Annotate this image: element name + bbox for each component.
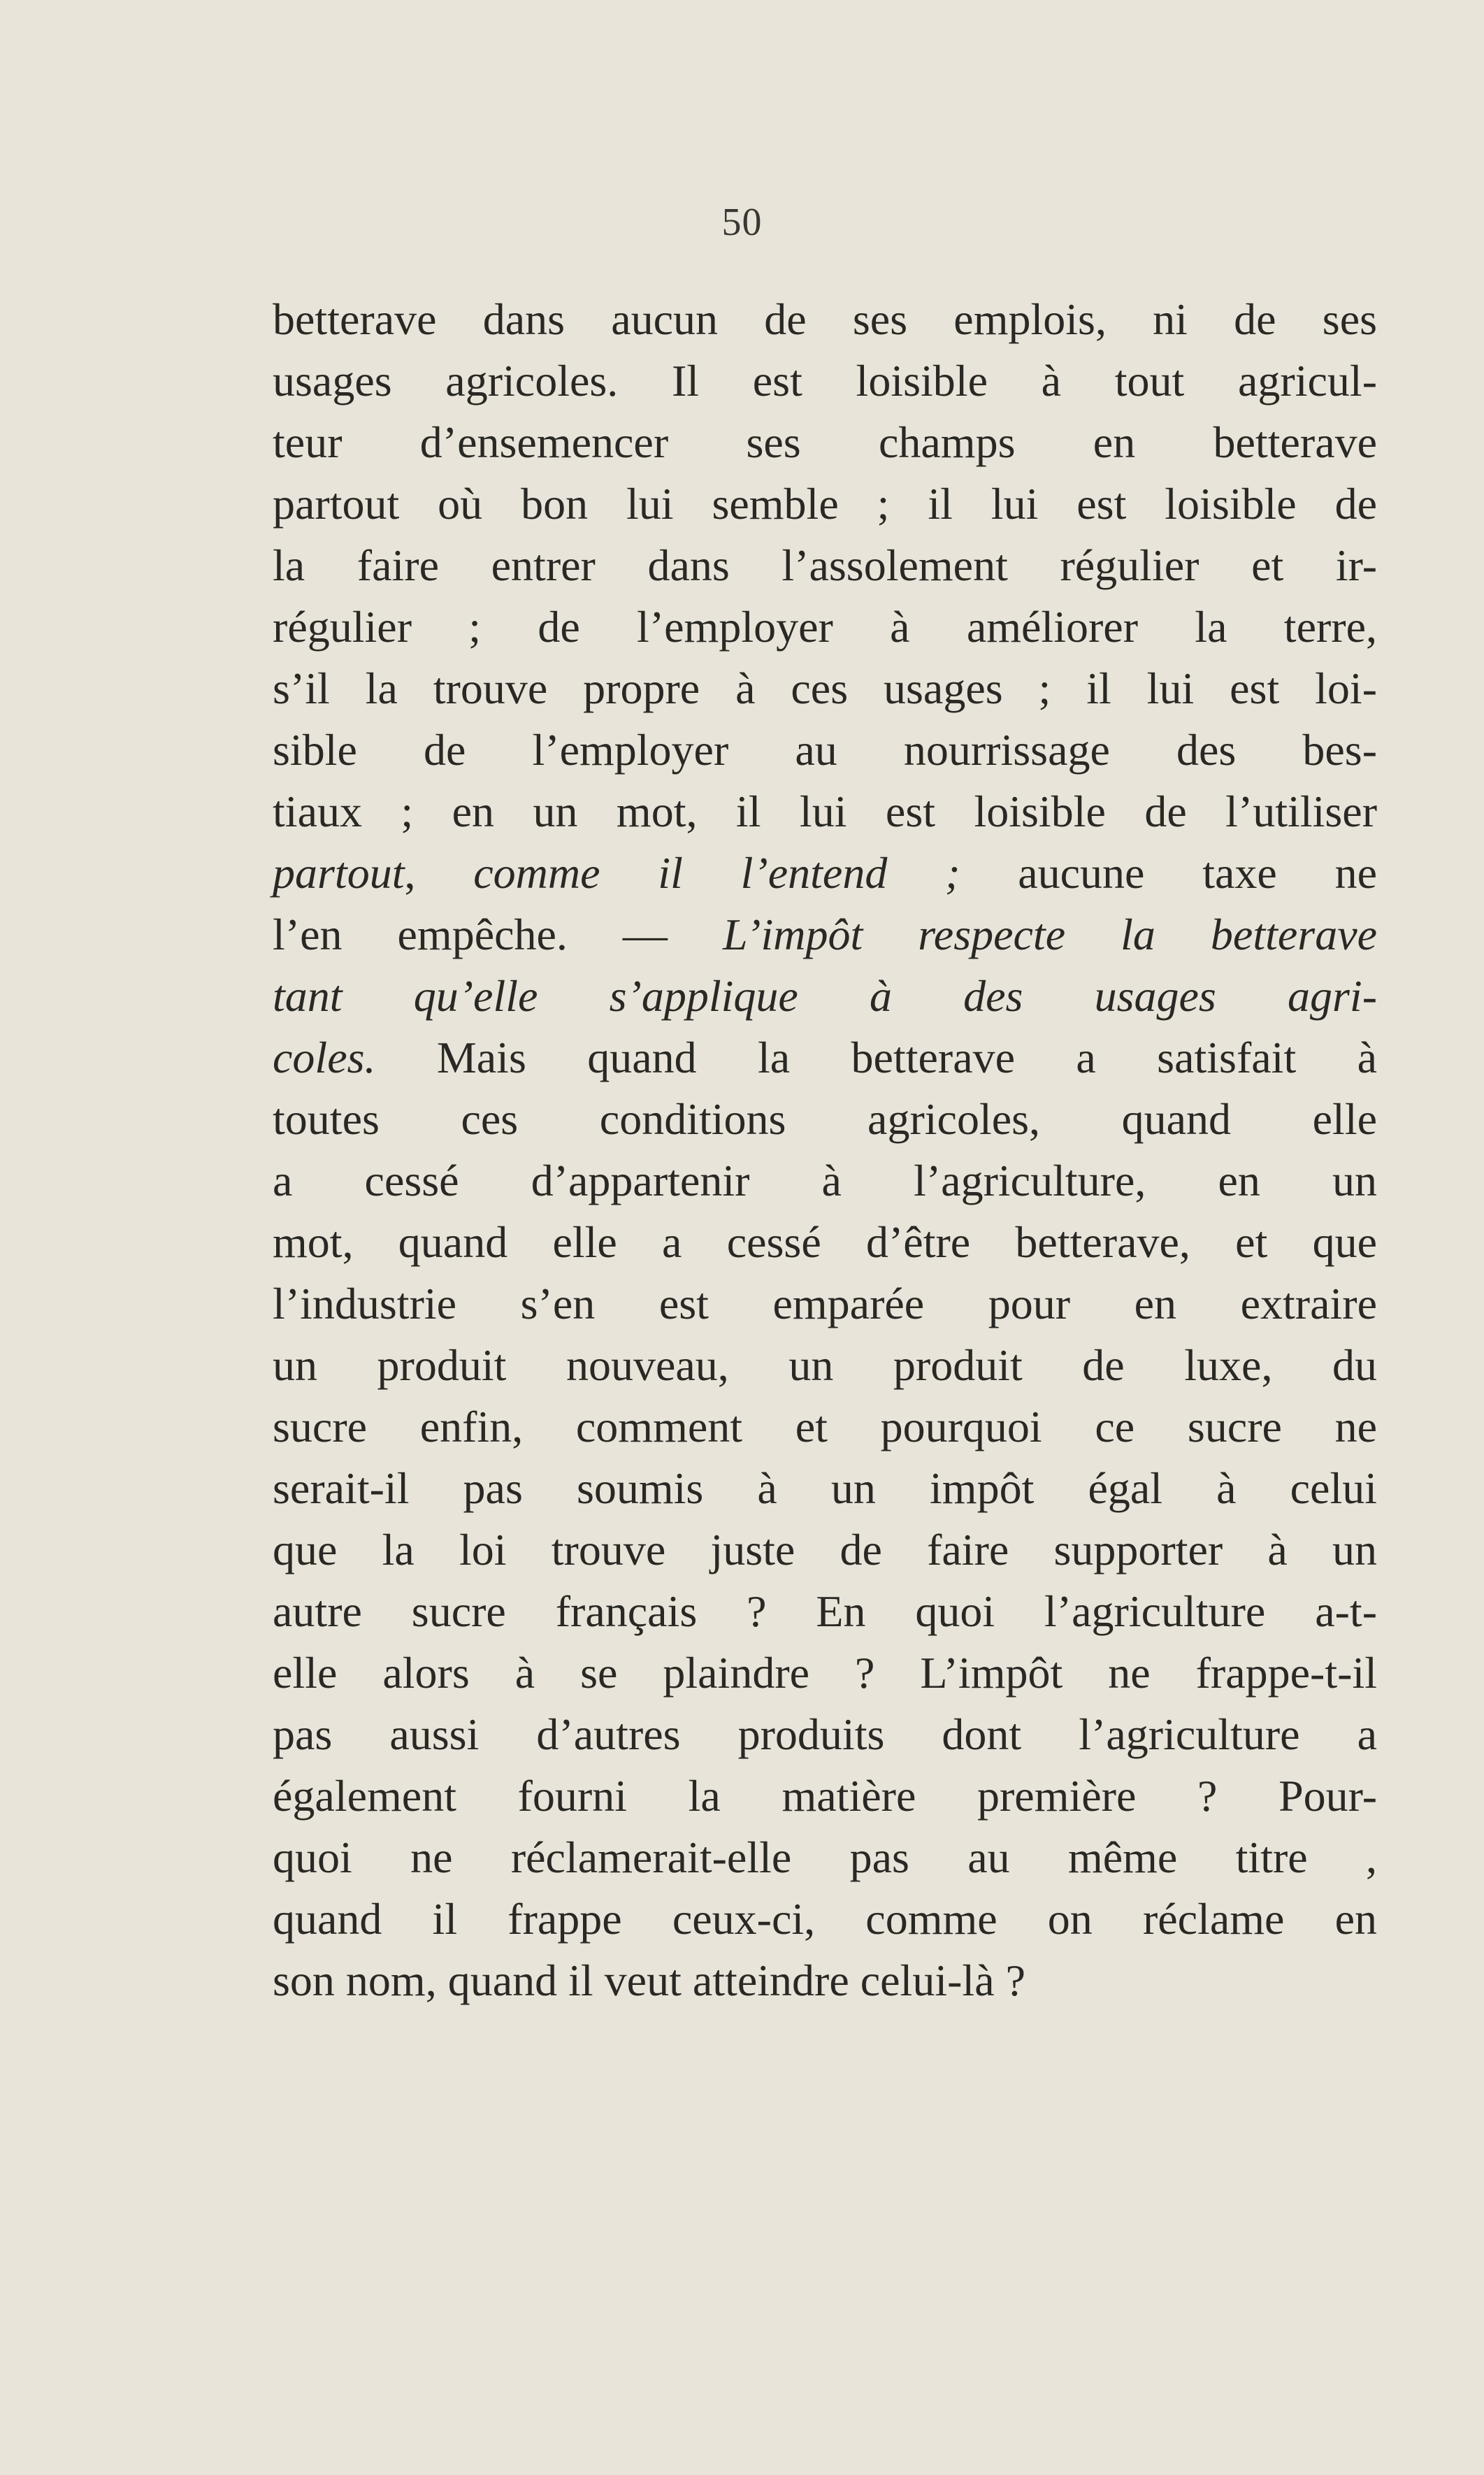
- text-line: [273, 1150, 1377, 1212]
- text-segment: s’il la trouve propre à ces usages ; il lui est loi-: [273, 663, 1377, 713]
- text-line: [273, 781, 1377, 842]
- text-segment: un produit nouveau, un produit de luxe, du: [273, 1340, 1377, 1390]
- text-line: [273, 1704, 1377, 1765]
- text-segment: sible de l’employer au nourrissage des bes-: [273, 725, 1377, 775]
- text-line: [273, 1089, 1377, 1150]
- text-segment: a cessé d’appartenir à l’agriculture, en un: [273, 1156, 1377, 1205]
- text-segment: tiaux ; en un mot, il lui est loisible de l’utiliser: [273, 787, 1377, 836]
- italic-text: partout: [273, 848, 405, 898]
- text-segment: l’en empêche. —: [273, 910, 723, 959]
- text-line: [273, 1027, 1377, 1089]
- text-line: [273, 719, 1377, 781]
- text-line: [273, 842, 1377, 904]
- text-segment: aucune taxe ne: [960, 848, 1378, 898]
- text-segment: mot, quand elle a cessé d’être betterave, et que: [273, 1217, 1377, 1267]
- text-segment: elle alors à se plaindre ? L’impôt ne frappe-t-il: [273, 1648, 1377, 1698]
- text-segment: serait-il pas soumis à un impôt égal à celui: [273, 1463, 1377, 1513]
- text-line: [273, 473, 1377, 535]
- text-line: [273, 1765, 1377, 1827]
- text-line: [273, 1273, 1377, 1335]
- text-segment: son nom, quand il veut atteindre celui-là ?: [273, 1956, 1025, 2005]
- text-line: [273, 1827, 1377, 1888]
- text-line: [273, 904, 1377, 966]
- text-line: [273, 1950, 1377, 2011]
- text-line: [273, 1581, 1377, 1642]
- text-line: [273, 1212, 1377, 1273]
- text-segment: usages agricoles. Il est loisible à tout agricul-: [273, 356, 1377, 406]
- text-segment: quoi ne réclamerait-elle pas au même titre ,: [273, 1832, 1377, 1882]
- text-segment: ,: [404, 848, 474, 898]
- text-line: [273, 289, 1377, 350]
- text-line: [273, 596, 1377, 658]
- italic-text: tant qu’elle s’applique à des usages agri-: [273, 971, 1377, 1021]
- text-segment: betterave dans aucun de ses emplois, ni de ses: [273, 294, 1377, 344]
- text-line: [273, 1458, 1377, 1519]
- italic-text: L’impôt respecte la betterave: [722, 910, 1377, 959]
- text-line: [273, 535, 1377, 596]
- text-segment: teur d’ensemencer ses champs en betterave: [273, 417, 1377, 467]
- text-line: [273, 1396, 1377, 1458]
- text-line: [273, 966, 1377, 1027]
- text-segment: toutes ces conditions agricoles, quand elle: [273, 1094, 1377, 1144]
- text-line: [273, 350, 1377, 412]
- text-segment: l’industrie s’en est emparée pour en extraire: [273, 1279, 1377, 1328]
- text-segment: également fourni la matière première ? Pour-: [273, 1771, 1377, 1821]
- text-line: [273, 1888, 1377, 1950]
- text-line: [273, 1519, 1377, 1581]
- page-number: 50: [721, 201, 763, 244]
- text-segment: régulier ; de l’employer à améliorer la terre,: [273, 602, 1377, 652]
- text-segment: sucre enfin, comment et pourquoi ce sucre ne: [273, 1402, 1377, 1451]
- text-segment: autre sucre français ? En quoi l’agriculture a-t-: [273, 1586, 1377, 1636]
- text-segment: Mais quand la betterave a satisfait à: [375, 1033, 1377, 1082]
- text-line: [273, 1642, 1377, 1704]
- text-segment: pas aussi d’autres produits dont l’agriculture a: [273, 1709, 1377, 1759]
- text-segment: la faire entrer dans l’assolement régulier et ir-: [273, 540, 1377, 590]
- italic-text: comme il l’entend ;: [473, 848, 960, 898]
- text-line: [273, 412, 1377, 473]
- text-segment: partout où bon lui semble ; il lui est loisible de: [273, 479, 1377, 529]
- italic-text: coles.: [273, 1033, 376, 1082]
- text-line: [273, 1335, 1377, 1396]
- body-text: [273, 289, 1377, 2011]
- text-segment: quand il frappe ceux-ci, comme on réclame en: [273, 1894, 1377, 1944]
- text-segment: que la loi trouve juste de faire supporter à un: [273, 1525, 1377, 1574]
- text-line: [273, 658, 1377, 719]
